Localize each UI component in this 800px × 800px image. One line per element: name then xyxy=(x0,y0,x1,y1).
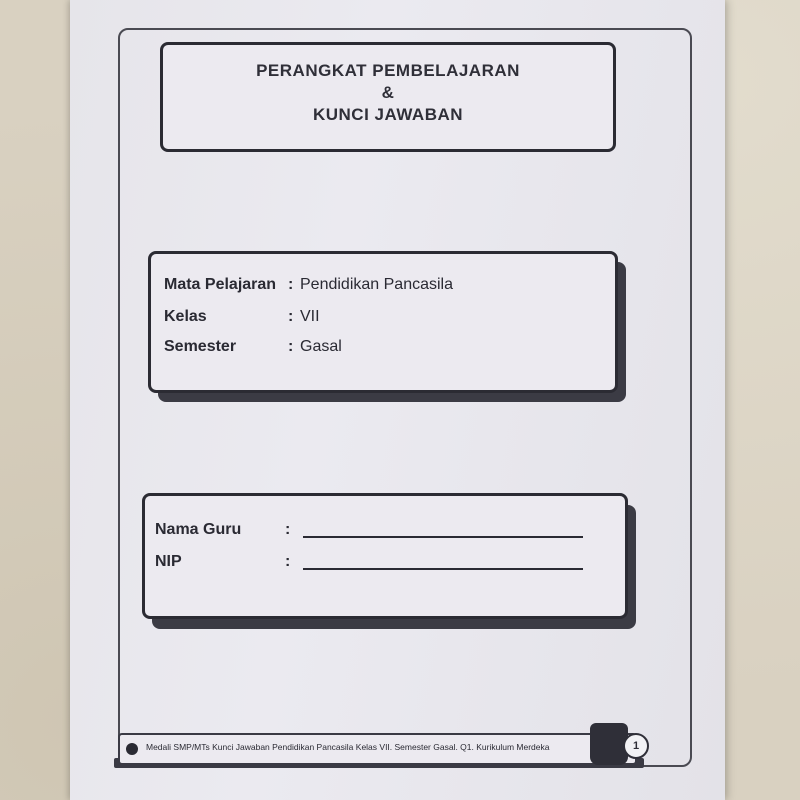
footer-bar xyxy=(118,733,637,765)
title-line-2: KUNCI JAWABAN xyxy=(312,105,464,124)
bullet-icon xyxy=(126,743,138,755)
nip-label: NIP xyxy=(155,553,182,570)
semester-value: Gasal xyxy=(300,338,342,355)
title-line-1: PERANGKAT PEMBELAJARAN xyxy=(256,61,520,80)
teacher-info-box xyxy=(142,493,628,619)
teacher-name-blank xyxy=(303,536,583,538)
class-value: VII xyxy=(300,308,320,325)
semester-label: Semester xyxy=(164,338,237,355)
semester-colon: : xyxy=(288,338,294,355)
class-label: Kelas xyxy=(164,308,207,325)
teacher-name-label: Nama Guru xyxy=(155,521,242,538)
title-ampersand: & xyxy=(381,83,395,102)
subject-info-box xyxy=(148,251,618,393)
page-number: 1 xyxy=(623,733,649,759)
nip-blank xyxy=(303,568,583,570)
class-colon: : xyxy=(288,308,294,325)
title-box xyxy=(160,42,616,152)
subject-colon: : xyxy=(288,276,294,293)
document-page xyxy=(70,0,725,800)
subject-value: Pendidikan Pancasila xyxy=(300,276,453,293)
footer-text: Medali SMP/MTs Kunci Jawaban Pendidikan Pancasila Kelas VII. Semester Gasal. Q1. Kurikulum Merdeka xyxy=(146,742,550,752)
subject-label: Mata Pelajaran xyxy=(164,276,277,293)
teacher-name-colon: : xyxy=(285,521,291,538)
nip-colon: : xyxy=(285,553,291,570)
